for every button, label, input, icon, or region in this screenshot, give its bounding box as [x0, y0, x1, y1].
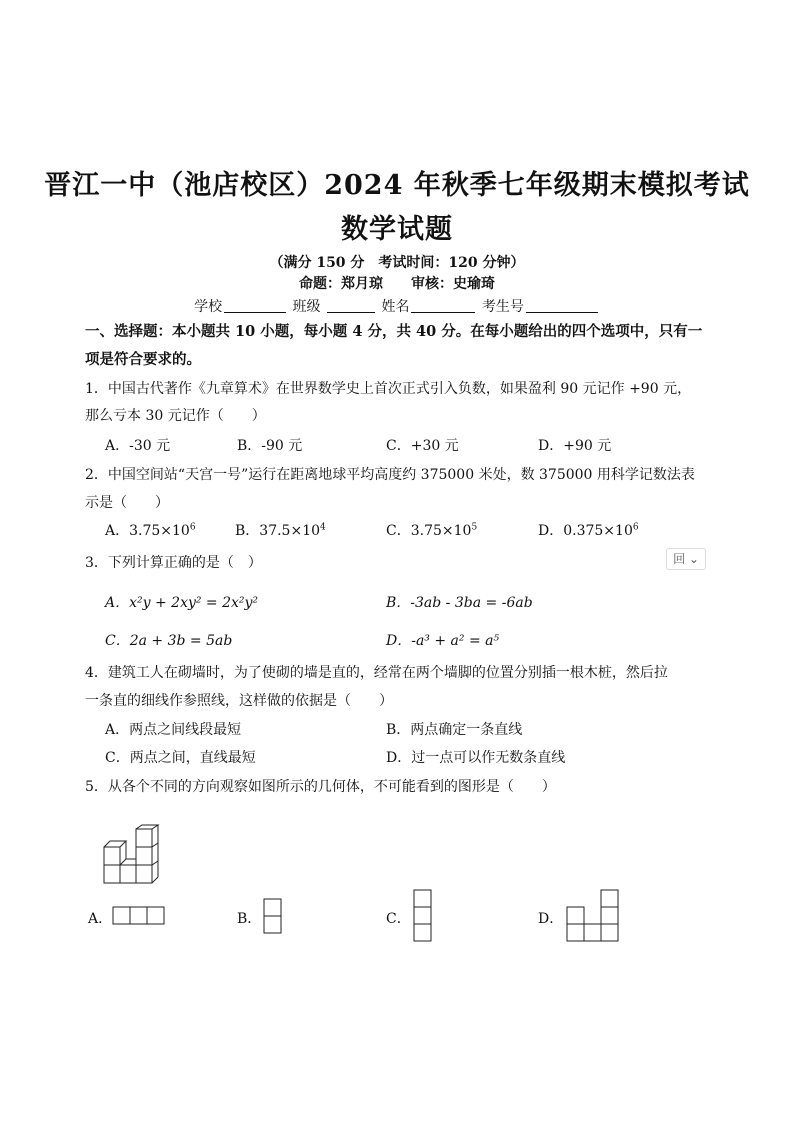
q3-option-d: D．-a³ + a² = a⁵: [386, 633, 500, 649]
q2-option-c: C．$3.75\times 10^5$: [386, 522, 478, 539]
q2-option-a: A．$3.75\times 10^6$: [105, 522, 196, 539]
exam-no-blank[interactable]: [526, 298, 598, 313]
exam-info: （满分 150 分 考试时间：120 分钟）: [269, 255, 525, 271]
q4-stem: 4．建筑工人在砌墙时，为了使砌的墙是直的，经常在两个墙脚的位置分别插一根木桩，然后拉: [85, 665, 668, 681]
q4-stem-cont: 一条直的细线作参照线，这样做的依据是（ ）: [85, 693, 393, 709]
q1-option-c: C．+30 元: [386, 438, 459, 454]
q2-option-b: B．$37.5\times 10^4$: [235, 522, 326, 539]
q5-option-c-label: C．: [386, 911, 411, 927]
view-toggle-icon[interactable]: 回 ⌄: [666, 548, 706, 570]
q4-option-a: A．两点之间线段最短: [105, 722, 242, 738]
class-blank[interactable]: [327, 298, 375, 313]
q1-option-b: B．-90 元: [237, 438, 303, 454]
q1-stem: 1．中国古代著作《九章算术》在世界数学史上首次正式引入负数，如果盈利 90 元记作 +90 元，: [85, 381, 692, 397]
cube-solid-figure: [100, 825, 170, 887]
q5-option-b-figure: [263, 898, 283, 936]
exam-subject-title: 数学试题: [341, 214, 453, 245]
q1-option-a: A．-30 元: [105, 438, 171, 454]
q5-option-d-label: D．: [538, 911, 564, 927]
class-label: 班级: [292, 299, 321, 315]
section1-heading: 一、选择题：本小题共 10 小题，每小题 4 分，共 40 分。在每小题给出的四个选项中，只有一: [85, 323, 703, 340]
school-blank[interactable]: [224, 298, 286, 313]
student-info-line: [0, 296, 794, 316]
name-label: 姓名: [381, 299, 410, 315]
q3-option-a: A．x²y + 2xy² = 2x²y²: [105, 595, 259, 611]
q5-option-c-figure: [413, 889, 433, 945]
exam-no-label: 考生号: [481, 299, 524, 315]
q3-option-b: B．-3ab - 3ba = -6ab: [386, 595, 533, 611]
q2-stem-cont: 示是（ ）: [85, 495, 169, 511]
q2-option-d: D．$0.375\times 10^6$: [538, 522, 639, 539]
q3-stem: 3．下列计算正确的是（ ）: [85, 555, 262, 571]
q5-option-d-figure: [566, 889, 622, 945]
name-blank[interactable]: [411, 298, 475, 313]
q4-option-c: C．两点之间，直线最短: [105, 750, 256, 766]
q4-option-d: D．过一点可以作无数条直线: [386, 750, 566, 766]
q1-stem-cont: 那么亏本 30 元记作（ ）: [85, 408, 266, 424]
section1-heading-cont: 项是符合要求的。: [85, 351, 201, 368]
q5-stem: 5．从各个不同的方向观察如图所示的几何体，不可能看到的图形是（ ）: [85, 779, 556, 795]
q5-option-a-figure: [112, 905, 166, 925]
q2-stem: 2．中国空间站“天宫一号”运行在距离地球平均高度约 375000 米处，数 375000 用科学记数法表: [85, 467, 695, 483]
exam-authors: 命题：郑月琼 审核：史瑜琦: [299, 276, 495, 292]
q5-option-a-label: A．: [88, 911, 113, 927]
exam-title: 晋江一中（池店校区）2024 年秋季七年级期末模拟考试: [44, 170, 750, 201]
q3-option-c: C．2a + 3b = 5ab: [105, 633, 233, 649]
school-label: 学校: [194, 299, 223, 315]
q5-option-b-label: B．: [237, 911, 262, 927]
q4-option-b: B．两点确定一条直线: [386, 722, 523, 738]
q1-option-d: D．+90 元: [538, 438, 612, 454]
